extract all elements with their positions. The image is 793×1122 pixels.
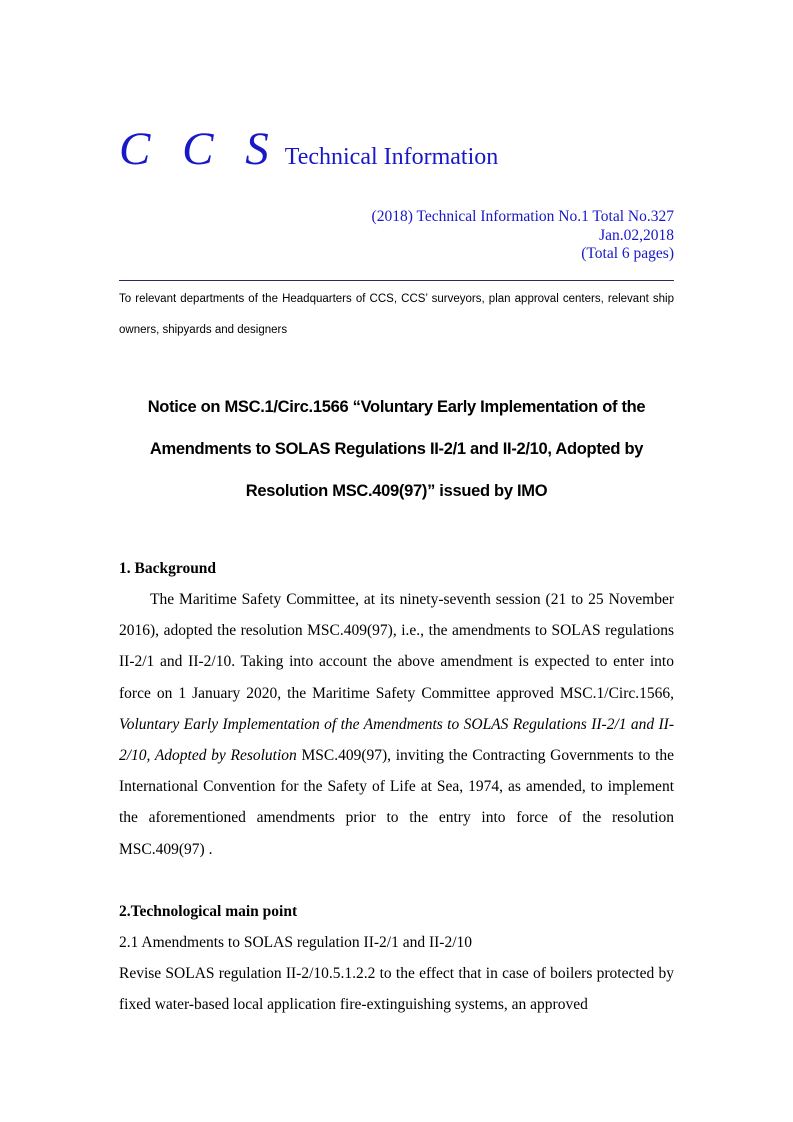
masthead-subtitle: Technical Information (284, 144, 499, 170)
masthead (119, 122, 498, 176)
main-point-paragraph: Revise SOLAS regulation II-2/10.5.1.2.2 to the effect that in case of boilers protected by fixed water-based local application fire-extinguishing systems, an approved (119, 965, 674, 1014)
notice-title-line-2: Amendments to SOLAS Regulations II-2/1 and II-2/10, Adopted by (149, 440, 644, 458)
background-paragraph (119, 584, 674, 865)
background-text-start: The Maritime Safety Committee, at its ninety-seventh session (21 to 25 November 2016), adopted the resolution MSC.409(97), i.e., the amendments to SOLAS regulations II-2/1 and II-2/10. Taking into account the above amendment is expected to enter into force on 1 January 2020, the Maritime Safety Committee approved MSC.1/Circ.1566, (119, 591, 674, 702)
notice-title (111, 386, 682, 512)
ccs-logo: C C S (119, 123, 279, 175)
main-point-heading: 2.Technological main point (119, 903, 298, 920)
notice-title-line-1: Notice on MSC.1/Circ.1566 “Voluntary Early Implementation of the (147, 398, 646, 416)
main-point-subheading: 2.1 Amendments to SOLAS regulation II-2/1 and II-2/10 (119, 934, 473, 951)
background-heading: 1. Background (119, 560, 217, 577)
issue-number: (2018) Technical Information No.1 Total No.327 (371, 208, 674, 225)
page-count: (Total 6 pages) (581, 245, 674, 262)
notice-title-line-3: Resolution MSC.409(97)” issued by IMO (245, 482, 548, 500)
header-divider (119, 280, 674, 281)
issue-date: Jan.02,2018 (599, 226, 674, 244)
issue-info (372, 208, 674, 264)
recipients-line: To relevant departments of the Headquarters of CCS, CCS’ surveyors, plan approval centers, relevant ship owners, shipyards and designers (119, 293, 674, 336)
circular-title-italic: Voluntary Early Implementation of the Amendments to SOLAS Regulations II-2/1 and II-2/10, Adopted by Resolution (119, 715, 674, 765)
background-text-end: MSC.409(97), inviting the Contracting Governments to the International Convention for the Safety of Life at Sea, 1974, as amended, to implement the aforementioned amendments prior to the entry into force of the resolution MSC.409(97) . (119, 747, 675, 858)
